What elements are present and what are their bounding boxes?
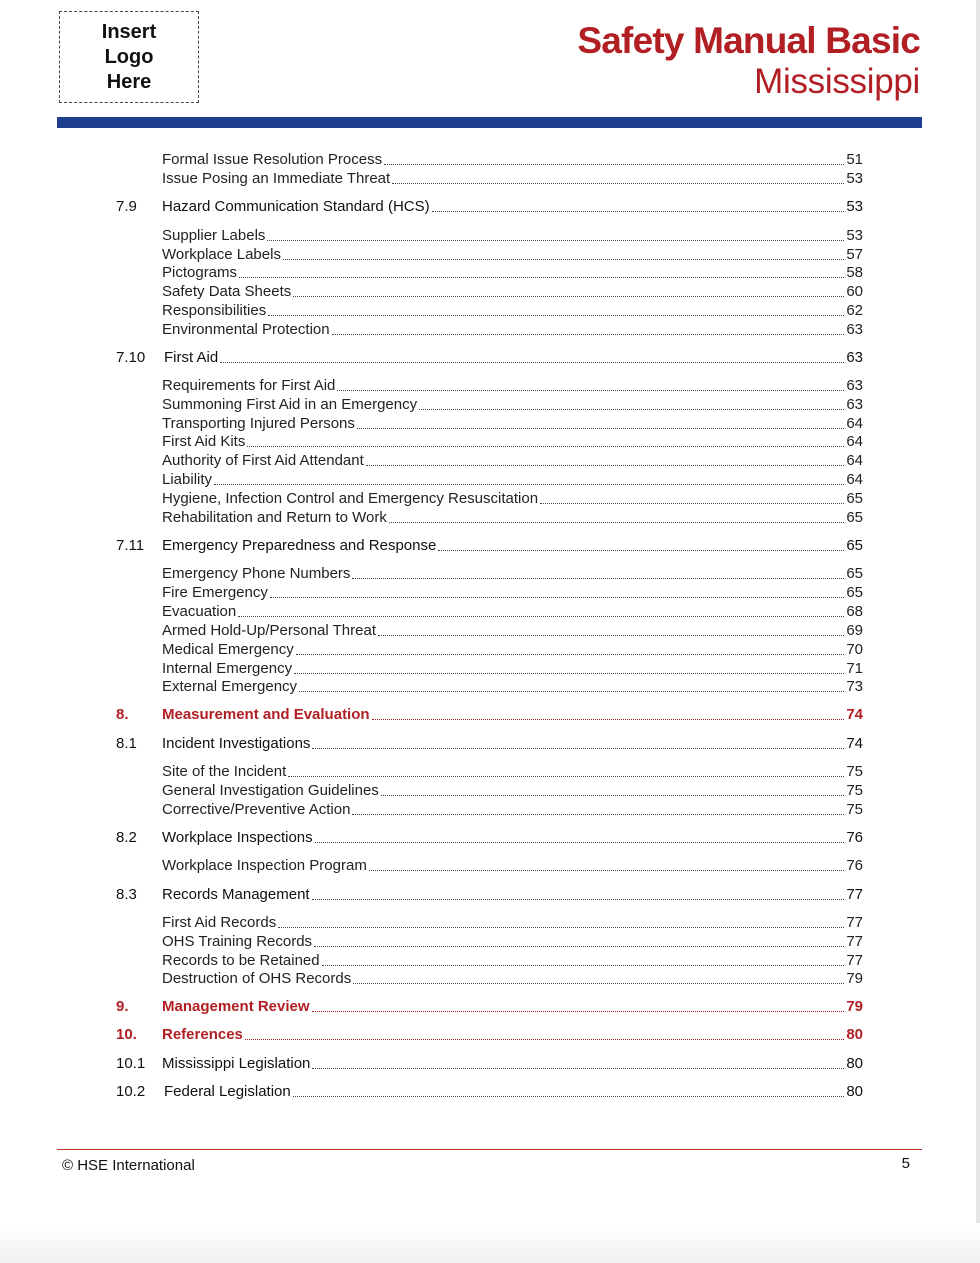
toc-entry[interactable] xyxy=(0,451,980,470)
toc-page-number: 63 xyxy=(846,349,863,366)
toc-page-number: 58 xyxy=(846,264,863,281)
toc-dot-leader xyxy=(322,964,845,966)
toc-dot-leader xyxy=(357,427,844,429)
toc-entry-title: Liability xyxy=(162,471,213,488)
toc-dot-leader xyxy=(540,502,844,504)
toc-entry-title: Rehabilitation and Return to Work xyxy=(162,509,387,526)
toc-dot-leader xyxy=(332,333,845,335)
toc-entry-title: First Aid Kits xyxy=(162,433,246,450)
toc-entry-title: Records to be Retained xyxy=(162,952,320,969)
toc-entry[interactable] xyxy=(0,320,980,339)
toc-entry-title: Emergency Preparedness and Response xyxy=(162,537,437,554)
toc-entry-title: Internal Emergency xyxy=(162,660,293,677)
toc-entry[interactable] xyxy=(0,414,980,433)
toc-page-number: 77 xyxy=(846,886,863,903)
toc-entry-title: Summoning First Aid in an Emergency xyxy=(162,396,418,413)
toc-page-number: 60 xyxy=(846,283,863,300)
toc-entry-title: First Aid Records xyxy=(162,914,277,931)
toc-page-number: 70 xyxy=(846,641,863,658)
toc-section-number: 10.1 xyxy=(116,1055,146,1072)
toc-entry-title: Corrective/Preventive Action xyxy=(162,801,351,818)
toc-dot-leader xyxy=(312,1010,845,1012)
toc-entry-title: Responsibilities xyxy=(162,302,267,319)
toc-entry[interactable] xyxy=(0,951,980,970)
toc-entry[interactable] xyxy=(0,470,980,489)
toc-page-number: 75 xyxy=(846,782,863,799)
toc-page-number: 79 xyxy=(846,970,863,987)
toc-dot-leader xyxy=(288,775,844,777)
toc-section-number: 7.10 xyxy=(116,349,146,366)
toc-section-number: 10.2 xyxy=(116,1083,146,1100)
toc-entry-title: Workplace Inspections xyxy=(162,829,313,846)
toc-entry[interactable] xyxy=(0,659,980,678)
toc-dot-leader xyxy=(296,653,845,655)
toc-page-number: 79 xyxy=(846,998,863,1015)
toc-entry-title: Incident Investigations xyxy=(162,735,311,752)
manual-title: Safety Manual Basic xyxy=(577,20,920,61)
toc-dot-leader xyxy=(353,982,844,984)
toc-page-number: 71 xyxy=(846,660,863,677)
toc-entry[interactable] xyxy=(0,828,980,847)
toc-entry-title: Environmental Protection xyxy=(162,321,330,338)
toc-entry[interactable] xyxy=(0,282,980,301)
toc-dot-leader xyxy=(432,210,845,212)
toc-dot-leader xyxy=(392,182,844,184)
toc-page-number: 74 xyxy=(846,706,863,723)
toc-page-number: 63 xyxy=(846,377,863,394)
toc-entry-title: Transporting Injured Persons xyxy=(162,415,355,432)
toc-entry[interactable] xyxy=(0,856,980,875)
toc-dot-leader xyxy=(270,596,844,598)
toc-dot-leader xyxy=(299,690,844,692)
toc-entry-title: Hygiene, Infection Control and Emergency Resuscitation xyxy=(162,490,539,507)
toc-dot-leader xyxy=(381,794,845,796)
toc-entry[interactable] xyxy=(0,800,980,819)
toc-dot-leader xyxy=(352,813,844,815)
toc-page-number: 69 xyxy=(846,622,863,639)
toc-entry[interactable] xyxy=(0,734,980,753)
toc-entry-title: Evacuation xyxy=(162,603,237,620)
toc-page-number: 77 xyxy=(846,952,863,969)
toc-entry-title: Destruction of OHS Records xyxy=(162,970,352,987)
toc-page-number: 75 xyxy=(846,763,863,780)
footer-divider xyxy=(57,1149,922,1150)
toc-entry-title: Measurement and Evaluation xyxy=(162,706,370,723)
toc-dot-leader xyxy=(239,276,844,278)
toc-entry[interactable] xyxy=(0,602,980,621)
toc-entry-title: Site of the Incident xyxy=(162,763,287,780)
toc-section-number: 8.1 xyxy=(116,735,137,752)
toc-page-number: 64 xyxy=(846,452,863,469)
toc-entry[interactable] xyxy=(0,885,980,904)
toc-dot-leader xyxy=(312,898,845,900)
toc-section-number: 8. xyxy=(116,706,129,723)
toc-dot-leader xyxy=(369,869,844,871)
toc-page-number: 80 xyxy=(846,1083,863,1100)
toc-entry[interactable] xyxy=(0,997,980,1016)
toc-section-number: 7.11 xyxy=(116,537,145,554)
toc-page-number: 62 xyxy=(846,302,863,319)
toc-entry-title: Safety Data Sheets xyxy=(162,283,292,300)
toc-entry[interactable] xyxy=(0,705,980,724)
toc-entry-title: Requirements for First Aid xyxy=(162,377,336,394)
toc-entry-title: First Aid xyxy=(164,349,219,366)
toc-entry[interactable] xyxy=(0,489,980,508)
toc-section-number: 8.3 xyxy=(116,886,137,903)
toc-entry-title: Formal Issue Resolution Process xyxy=(162,151,383,168)
toc-dot-leader xyxy=(389,521,844,523)
toc-entry[interactable] xyxy=(0,348,980,367)
toc-page-number: 63 xyxy=(846,321,863,338)
toc-page-number: 74 xyxy=(846,735,863,752)
logo-line: Logo xyxy=(104,45,154,68)
toc-entry-title: Federal Legislation xyxy=(164,1083,291,1100)
toc-page-number: 80 xyxy=(846,1055,863,1072)
toc-page-number: 53 xyxy=(846,198,863,215)
toc-page-number: 64 xyxy=(846,415,863,432)
toc-entry-title: Emergency Phone Numbers xyxy=(162,565,351,582)
toc-dot-leader xyxy=(372,718,845,720)
toc-entry[interactable] xyxy=(0,913,980,932)
toc-dot-leader xyxy=(314,945,844,947)
state-subtitle: Mississippi xyxy=(754,62,920,101)
toc-entry[interactable] xyxy=(0,1054,980,1073)
toc-dot-leader xyxy=(294,672,844,674)
toc-dot-leader xyxy=(247,445,844,447)
toc-entry[interactable] xyxy=(0,1082,980,1101)
toc-entry[interactable] xyxy=(0,781,980,800)
toc-dot-leader xyxy=(366,464,845,466)
toc-entry[interactable] xyxy=(0,432,980,451)
toc-entry-title: OHS Training Records xyxy=(162,933,313,950)
toc-entry-title: External Emergency xyxy=(162,678,298,695)
toc-dot-leader xyxy=(245,1038,844,1040)
toc-page-number: 80 xyxy=(846,1026,863,1043)
toc-dot-leader xyxy=(312,1067,844,1069)
toc-entry[interactable] xyxy=(0,197,980,216)
toc-entry[interactable] xyxy=(0,640,980,659)
toc-entry-title: Pictograms xyxy=(162,264,238,281)
toc-page-number: 65 xyxy=(846,537,863,554)
toc-entry-title: Authority of First Aid Attendant xyxy=(162,452,364,469)
toc-entry-title: Workplace Labels xyxy=(162,246,281,263)
toc-dot-leader xyxy=(384,163,844,165)
toc-dot-leader xyxy=(268,314,844,316)
toc-entry-title: General Investigation Guidelines xyxy=(162,782,379,799)
toc-dot-leader xyxy=(283,258,844,260)
toc-dot-leader xyxy=(337,389,844,391)
toc-entry[interactable] xyxy=(0,226,980,245)
toc-entry[interactable] xyxy=(0,263,980,282)
toc-entry[interactable] xyxy=(0,536,980,555)
toc-section-number: 8.2 xyxy=(116,829,137,846)
toc-section-number: 10. xyxy=(116,1026,137,1043)
toc-page-number: 57 xyxy=(846,246,863,263)
toc-entry-title: References xyxy=(162,1026,243,1043)
toc-entry-title: Issue Posing an Immediate Threat xyxy=(162,170,391,187)
toc-entry-title: Hazard Communication Standard (HCS) xyxy=(162,198,430,215)
toc-page-number: 76 xyxy=(846,829,863,846)
toc-entry[interactable] xyxy=(0,583,980,602)
toc-page-number: 53 xyxy=(846,227,863,244)
toc-entry[interactable] xyxy=(0,395,980,414)
logo-line: Insert xyxy=(101,20,157,43)
toc-page-number: 77 xyxy=(846,933,863,950)
footer-page-number: 5 xyxy=(901,1155,910,1172)
toc-page-number: 65 xyxy=(846,565,863,582)
toc-dot-leader xyxy=(438,549,844,551)
toc-entry-title: Management Review xyxy=(162,998,310,1015)
toc-entry[interactable] xyxy=(0,564,980,583)
toc-dot-leader xyxy=(312,747,844,749)
toc-dot-leader xyxy=(293,295,844,297)
toc-entry[interactable] xyxy=(0,677,980,696)
toc-page-number: 65 xyxy=(846,584,863,601)
toc-dot-leader xyxy=(315,841,845,843)
toc-entry-title: Medical Emergency xyxy=(162,641,294,658)
toc-entry[interactable] xyxy=(0,969,980,988)
toc-entry-title: Records Management xyxy=(162,886,310,903)
toc-page-number: 53 xyxy=(846,170,863,187)
toc-dot-leader xyxy=(238,615,844,617)
toc-page-number: 51 xyxy=(846,151,863,168)
toc-entry[interactable] xyxy=(0,169,980,188)
toc-section-number: 7.9 xyxy=(116,198,137,215)
toc-dot-leader xyxy=(267,239,844,241)
toc-entry[interactable] xyxy=(0,150,980,169)
toc-entry-title: Mississippi Legislation xyxy=(162,1055,311,1072)
toc-entry[interactable] xyxy=(0,932,980,951)
toc-page-number: 64 xyxy=(846,433,863,450)
toc-dot-leader xyxy=(214,483,844,485)
toc-page-number: 76 xyxy=(846,857,863,874)
toc-entry[interactable] xyxy=(0,1025,980,1044)
toc-page-number: 64 xyxy=(846,471,863,488)
logo-line: Here xyxy=(106,70,152,93)
toc-page-number: 65 xyxy=(846,490,863,507)
toc-entry[interactable] xyxy=(0,245,980,264)
toc-entry[interactable] xyxy=(0,376,980,395)
toc-entry[interactable] xyxy=(0,762,980,781)
toc-dot-leader xyxy=(278,926,844,928)
toc-page-number: 68 xyxy=(846,603,863,620)
toc-entry-title: Supplier Labels xyxy=(162,227,266,244)
toc-page-number: 73 xyxy=(846,678,863,695)
toc-entry[interactable] xyxy=(0,621,980,640)
toc-page-number: 75 xyxy=(846,801,863,818)
toc-dot-leader xyxy=(220,361,844,363)
toc-entry[interactable] xyxy=(0,508,980,527)
toc-entry-title: Workplace Inspection Program xyxy=(162,857,367,874)
toc-dot-leader xyxy=(419,408,844,410)
toc-entry-title: Armed Hold-Up/Personal Threat xyxy=(162,622,376,639)
toc-entry[interactable] xyxy=(0,301,980,320)
toc-entry-title: Fire Emergency xyxy=(162,584,268,601)
toc-page-number: 63 xyxy=(846,396,863,413)
toc-dot-leader xyxy=(352,577,844,579)
toc-dot-leader xyxy=(293,1095,845,1097)
toc-dot-leader xyxy=(378,634,844,636)
toc-section-number: 9. xyxy=(116,998,129,1015)
toc-page-number: 77 xyxy=(846,914,863,931)
toc-page-number: 65 xyxy=(846,509,863,526)
footer-copyright: © HSE International xyxy=(62,1157,195,1174)
